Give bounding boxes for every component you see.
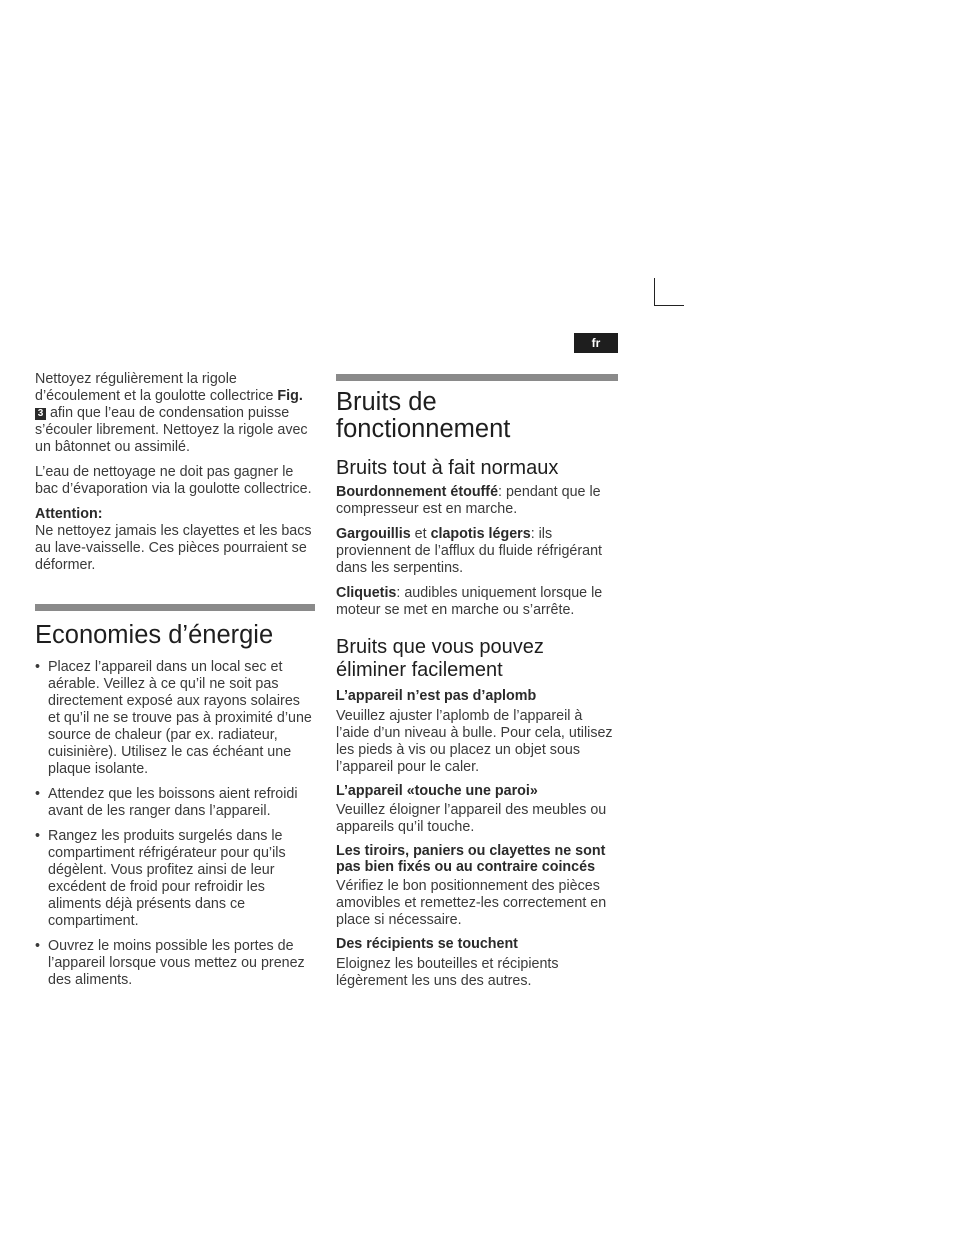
- noise-term: Bourdonnement étouffé: [336, 484, 499, 500]
- noise-section-title: [336, 389, 618, 443]
- fixable-title-line1: Bruits que vous pouvez: [336, 636, 544, 658]
- attention-label: Attention:: [35, 506, 103, 522]
- noise-term: Cliquetis: [336, 585, 397, 601]
- fixable-noise-title: [336, 636, 618, 682]
- list-item: • Attendez que les boissons aient refroidi avant de les ranger dans l’appareil.: [35, 786, 315, 820]
- crop-mark-horizontal: [654, 305, 684, 306]
- noise-humming: [336, 484, 618, 518]
- noise-description: : pendant que le compresseur est en marche.: [336, 484, 601, 517]
- noise-title-line2: fonctionnement: [336, 415, 511, 443]
- fixable-item: [336, 937, 618, 990]
- noise-clicking: [336, 585, 618, 619]
- right-column: [336, 374, 618, 990]
- section-divider-noise: [336, 374, 618, 381]
- fixable-item-heading: L’appareil «touche une paroi»: [336, 782, 538, 799]
- energy-section-title: Economies d’énergie: [35, 621, 274, 649]
- noise-description: : audibles uniquement lorsque le moteur se met en marche ou s’arrête.: [336, 585, 603, 618]
- energy-tips-list: [35, 659, 315, 989]
- normal-noise-title: Bruits tout à fait normaux: [336, 457, 559, 479]
- fixable-title-line2: éliminer facilement: [336, 659, 503, 681]
- crop-mark-vertical: [654, 278, 655, 306]
- fixable-item-text: Veuillez éloigner l’appareil des meubles ou appareils qu’il touche.: [336, 802, 607, 835]
- cleaning-text-end: afin que l’eau de condensation puisse s’écouler librement. Nettoyez la rigole avec un bâtonnet ou assimilé.: [35, 405, 308, 455]
- list-item: • Rangez les produits surgelés dans le compartiment réfrigérateur pour qu’ils dégèlent. Vous profitez ainsi de leur excédent de froid pour refroidir les aliments déjà présents dans ce compartiment.: [35, 828, 315, 930]
- fixable-item-text: Vérifiez le bon positionnement des pièces amovibles et remettez-les correctement en place si nécessaire.: [336, 878, 607, 928]
- list-item: • Ouvrez le moins possible les portes de l’appareil lorsque vous mettez ou prenez des aliments.: [35, 938, 315, 989]
- noise-connector: et: [410, 526, 431, 542]
- cleaning-water-paragraph: L’eau de nettoyage ne doit pas gagner le bac d’évaporation via la goulotte collectrice.: [35, 464, 312, 497]
- fixable-item: [336, 784, 618, 837]
- noise-description: : ils proviennent de l’afflux du fluide réfrigérant dans les serpentins.: [336, 526, 602, 576]
- figure-number-badge: 3: [35, 408, 46, 420]
- list-item: • Placez l’appareil dans un local sec et aérable. Veillez à ce qu’il ne soit pas directement exposé aux rayons solaires et qu’il ne se trouve pas à proximité d’une source de chaleur (par ex. radiateur, cuisinière). Utilisez le cas échéant une plaque isolante.: [35, 659, 315, 778]
- fixable-item-text: Eloignez les bouteilles et récipients légèrement les uns des autres.: [336, 955, 559, 989]
- attention-text: Ne nettoyez jamais les clayettes et les bacs au lave-vaisselle. Ces pièces pourraient se déformer.: [35, 523, 312, 573]
- fixable-item: [336, 689, 618, 776]
- fixable-item-text: Veuillez ajuster l’aplomb de l’appareil à l’aide d’un niveau à bulle. Pour cela, utilisez les pieds à vis ou placez un objet sous l’appareil pour le caler.: [336, 707, 613, 775]
- language-tab: fr: [574, 333, 618, 353]
- noise-gurgling: [336, 526, 618, 577]
- fixable-item-heading: Des récipients se touchent: [336, 936, 518, 952]
- left-column: [35, 371, 315, 997]
- noise-term: Gargouillis: [336, 526, 411, 542]
- noise-term: clapotis légers: [430, 526, 531, 542]
- fixable-item-heading: L’appareil n’est pas d’aplomb: [336, 688, 537, 704]
- fixable-item-heading: Les tiroirs, paniers ou clayettes ne sont pas bien fixés ou au contraire coincés: [336, 843, 606, 875]
- cleaning-text-start: Nettoyez régulièrement la rigole d’écoulement et la goulotte collectrice: [35, 371, 278, 404]
- noise-title-line1: Bruits de: [336, 388, 437, 416]
- fixable-item: [336, 844, 618, 929]
- section-divider-energy: [35, 604, 315, 611]
- figure-label: Fig.: [277, 388, 303, 404]
- cleaning-paragraph: [35, 371, 315, 456]
